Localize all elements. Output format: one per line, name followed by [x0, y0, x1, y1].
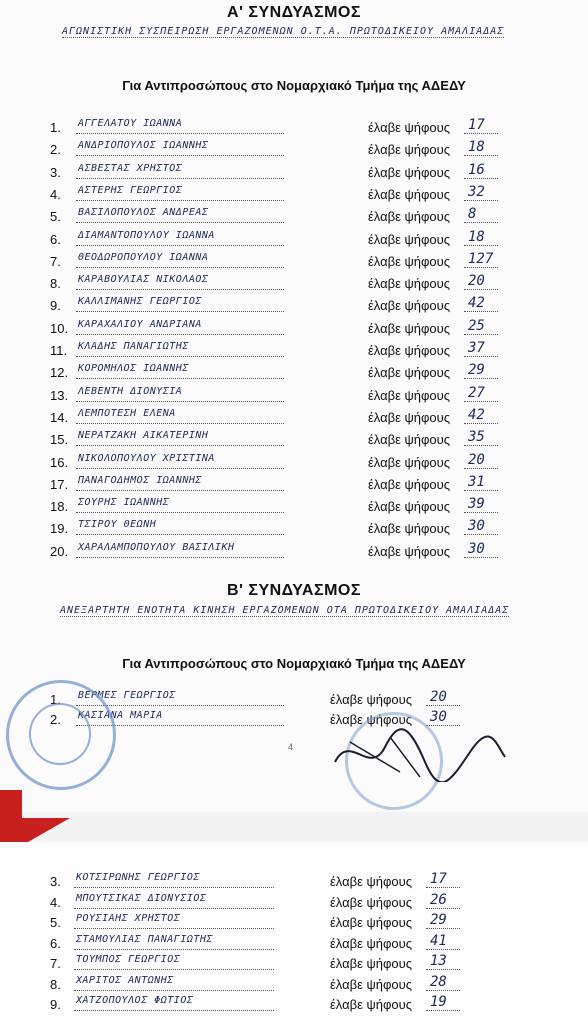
votes-count: 35 — [468, 429, 485, 446]
candidate-row — [50, 453, 570, 474]
candidate-row — [50, 995, 570, 1016]
candidate-name: ΣΟΥΡΗΣ ΙΩΑΝΝΗΣ — [78, 497, 170, 509]
votes-count: 8 — [468, 206, 477, 223]
candidate-row — [50, 230, 570, 251]
candidate-row — [50, 497, 570, 518]
candidate-number: 20. — [50, 543, 69, 559]
votes-label: έλαβε ψήφους — [368, 521, 451, 537]
votes-label: έλαβε ψήφους — [368, 276, 451, 292]
candidate-row — [50, 519, 570, 540]
document-page-2 — [0, 842, 588, 1024]
candidate-row — [50, 872, 570, 893]
votes-count: 20 — [468, 273, 485, 290]
candidate-number: 9. — [50, 997, 61, 1012]
candidate-number: 6. — [50, 231, 61, 247]
candidate-name: ΔΙΑΜΑΝΤΟΠΟΥΛΟΥ ΙΩΑΝΝΑ — [78, 229, 215, 241]
candidate-number: 15. — [50, 432, 69, 448]
section-a-subtitle: Για Αντιπροσώπους στο Νομαρχιακό Τμήμα της ΑΔΕΔΥ — [122, 78, 466, 93]
votes-label: έλαβε ψήφους — [368, 432, 451, 448]
candidate-number: 3. — [50, 874, 61, 889]
candidate-number: 4. — [50, 186, 61, 202]
votes-label: έλαβε ψήφους — [330, 874, 413, 889]
candidate-row — [50, 386, 570, 407]
candidate-row — [50, 893, 570, 914]
candidate-name: ΑΣΤΕΡΗΣ ΓΕΩΡΓΙΟΣ — [78, 184, 183, 196]
candidate-number: 2. — [50, 712, 61, 727]
candidate-number: 9. — [50, 298, 61, 314]
votes-count: 30 — [468, 518, 485, 535]
votes-count: 42 — [468, 406, 485, 423]
section-b-title: Β' ΣΥΝΔΥΑΣΜΟΣ — [227, 582, 361, 599]
votes-label: έλαβε ψήφους — [330, 956, 413, 971]
candidate-name: ΚΑΡΑΧΑΛΙΟΥ ΑΝΔΡΙΑΝΑ — [78, 318, 202, 330]
section-a-title: Α' ΣΥΝΔΥΑΣΜΟΣ — [227, 4, 361, 21]
candidate-number: 19. — [50, 521, 69, 537]
votes-count: 39 — [468, 496, 485, 513]
candidate-name: ΛΕΜΠΟΤΕΣΗ ΕΛΕΝΑ — [78, 407, 176, 419]
candidate-name: ΚΟΤΣΙΡΩΝΗΣ ΓΕΩΡΓΙΟΣ — [76, 872, 200, 883]
votes-count: 42 — [468, 295, 485, 312]
votes-count: 29 — [468, 362, 485, 379]
candidate-row — [50, 363, 570, 384]
votes-label: έλαβε ψήφους — [330, 935, 413, 951]
candidate-name: ΚΑΣΙΑΝΑ ΜΑΡΙΑ — [78, 710, 163, 721]
candidate-row — [50, 475, 570, 496]
votes-label: έλαβε ψήφους — [368, 120, 451, 135]
handwritten-signature — [330, 722, 510, 782]
votes-count: 17 — [468, 117, 485, 133]
candidate-name: ΠΑΝΑΓΟΔΗΜΟΣ ΙΩΑΝΝΗΣ — [78, 474, 202, 486]
candidate-name: ΧΑΤΖΟΠΟΥΛΟΣ ΦΩΤΙΟΣ — [76, 995, 194, 1006]
candidate-name: ΤΣΙΡΟΥ ΘΕΩΝΗ — [78, 519, 157, 531]
votes-count: 26 — [430, 891, 447, 908]
candidate-row — [50, 542, 570, 563]
candidate-name: ΣΤΑΜΟΥΛΙΑΣ ΠΑΝΑΓΙΩΤΗΣ — [76, 933, 213, 945]
candidate-number: 10. — [50, 320, 69, 336]
candidate-name: ΑΣΒΕΣΤΑΣ ΧΡΗΣΤΟΣ — [78, 162, 183, 174]
candidate-number: 8. — [50, 276, 61, 292]
page-number: 4 — [288, 742, 294, 752]
candidate-name: ΚΟΡΟΜΗΛΟΣ ΙΩΑΝΝΗΣ — [78, 363, 189, 375]
candidate-name: ΧΑΡΙΤΟΣ ΑΝΤΩΝΗΣ — [76, 974, 174, 986]
votes-label: έλαβε ψήφους — [330, 976, 413, 992]
candidate-row — [50, 934, 570, 955]
candidate-name: ΝΙΚΟΛΟΠΟΥΛΟΥ ΧΡΙΣΤΙΝΑ — [78, 452, 215, 464]
votes-label: έλαβε ψήφους — [368, 343, 451, 358]
votes-label: έλαβε ψήφους — [368, 186, 451, 202]
votes-label: έλαβε ψήφους — [368, 164, 451, 180]
candidate-number: 7. — [50, 956, 61, 971]
votes-count: 27 — [468, 384, 485, 401]
candidate-number: 11. — [50, 343, 68, 358]
official-stamp-left — [6, 680, 116, 790]
votes-label: έλαβε ψήφους — [330, 915, 413, 930]
candidate-number: 16. — [50, 454, 69, 470]
votes-count: 30 — [430, 709, 447, 725]
candidate-row — [50, 185, 570, 206]
votes-label: έλαβε ψήφους — [330, 997, 413, 1012]
candidate-number: 18. — [50, 499, 69, 515]
votes-count: 16 — [468, 161, 485, 178]
votes-label: έλαβε ψήφους — [368, 142, 451, 158]
candidate-number: 3. — [50, 164, 61, 180]
candidate-row — [50, 296, 570, 317]
votes-label: έλαβε ψήφους — [368, 543, 451, 559]
votes-label: έλαβε ψήφους — [368, 209, 451, 225]
votes-label: έλαβε ψήφους — [368, 320, 451, 336]
candidate-name: ΒΕΡΜΕΣ ΓΕΩΡΓΙΟΣ — [78, 690, 176, 701]
votes-count: 41 — [430, 932, 447, 949]
candidate-row — [50, 690, 570, 711]
votes-label: έλαβε ψήφους — [368, 298, 451, 314]
candidate-number: 5. — [50, 209, 61, 225]
votes-count: 32 — [468, 183, 485, 200]
candidate-name: ΜΠΟΥΤΣΙΚΑΣ ΔΙΟΝΥΣΙΟΣ — [76, 892, 207, 904]
candidate-name: ΚΑΡΑΒΟΥΛΙΑΣ ΝΙΚΟΛΑΟΣ — [78, 274, 209, 286]
candidate-number: 1. — [50, 120, 61, 135]
candidate-number: 4. — [50, 894, 61, 910]
candidate-number: 12. — [50, 365, 69, 381]
candidate-row — [50, 118, 570, 139]
candidate-number: 6. — [50, 935, 61, 951]
candidate-row — [50, 274, 570, 295]
votes-count: 20 — [468, 451, 485, 468]
candidate-name: ΧΑΡΑΛΑΜΠΟΠΟΥΛΟΥ ΒΑΣΙΛΙΚΗ — [78, 541, 235, 553]
votes-count: 30 — [468, 540, 485, 557]
votes-count: 25 — [468, 317, 485, 334]
candidate-number: 8. — [50, 976, 61, 992]
candidate-number: 5. — [50, 915, 61, 930]
candidate-name: ΘΕΟΔΩΡΟΠΟΥΛΟΥ ΙΩΑΝΝΑ — [78, 251, 209, 263]
candidate-name: ΚΛΑΔΗΣ ΠΑΝΑΓΙΩΤΗΣ — [78, 341, 189, 352]
candidate-row — [50, 430, 570, 451]
votes-count: 18 — [468, 139, 485, 156]
votes-label: έλαβε ψήφους — [368, 409, 451, 425]
candidate-row — [50, 207, 570, 228]
votes-count: 37 — [468, 340, 485, 356]
votes-label: έλαβε ψήφους — [368, 499, 451, 515]
candidate-number: 14. — [50, 409, 69, 425]
candidate-number: 1. — [50, 692, 61, 707]
votes-count: 17 — [430, 871, 447, 887]
candidate-row — [50, 252, 570, 273]
votes-label: έλαβε ψήφους — [368, 253, 451, 269]
candidate-name: ΑΝΔΡΙΟΠΟΥΛΟΣ ΙΩΑΝΝΗΣ — [78, 140, 209, 152]
votes-count: 31 — [468, 473, 485, 490]
votes-count: 18 — [468, 228, 485, 245]
candidate-row — [50, 975, 570, 996]
votes-label: έλαβε ψήφους — [368, 476, 451, 492]
votes-label: έλαβε ψήφους — [330, 712, 413, 727]
candidate-number: 13. — [50, 387, 69, 403]
candidate-row — [50, 408, 570, 429]
votes-label: έλαβε ψήφους — [368, 231, 451, 247]
votes-label: έλαβε ψήφους — [330, 692, 413, 707]
candidate-name: ΚΑΛΛΙΜΑΝΗΣ ΓΕΩΡΓΙΟΣ — [78, 296, 202, 308]
candidate-number: 17. — [50, 476, 69, 492]
candidate-number: 7. — [50, 253, 61, 269]
section-b-party-name: ΑΝΕΞΑΡΤΗΤΗ ΕΝΟΤΗΤΑ ΚΙΝΗΣΗ ΕΡΓΑΖΟΜΕΝΩΝ ΟΤΑ ΠΡΩΤΟΔΙΚΕΙΟΥ ΑΜΑΛΙΑΔΑΣ — [60, 605, 510, 616]
candidate-row — [50, 341, 570, 362]
votes-label: έλαβε ψήφους — [330, 894, 413, 910]
votes-count: 127 — [468, 250, 494, 267]
candidate-name: ΝΕΡΑΤΖΑΚΗ ΑΙΚΑΤΕΡΙΝΗ — [78, 430, 209, 442]
candidate-row — [50, 163, 570, 184]
votes-count: 29 — [430, 912, 447, 928]
section-a-party-name: ΑΓΩΝΙΣΤΙΚΗ ΣΥΣΠΕΙΡΩΣΗ ΕΡΓΑΖΟΜΕΝΩΝ Ο.Τ.Α. ΠΡΩΤΟΔΙΚΕΙΟΥ ΑΜΑΛΙΑΔΑΣ — [62, 26, 505, 37]
candidate-name: ΤΟΥΜΠΟΣ ΓΕΩΡΓΙΟΣ — [76, 954, 181, 965]
votes-label: έλαβε ψήφους — [368, 454, 451, 470]
candidate-row — [50, 319, 570, 340]
votes-count: 28 — [430, 973, 447, 990]
candidate-name: ΛΕΒΕΝΤΗ ΔΙΟΝΥΣΙΑ — [78, 385, 183, 397]
votes-count: 13 — [430, 953, 447, 969]
page-gap — [0, 812, 588, 842]
candidate-number: 2. — [50, 142, 61, 158]
votes-label: έλαβε ψήφους — [368, 365, 451, 381]
votes-count: 19 — [430, 994, 447, 1010]
candidate-name: ΡΟΥΣΙΑΗΣ ΧΡΗΣΤΟΣ — [76, 913, 181, 924]
candidate-row — [50, 954, 570, 975]
votes-label: έλαβε ψήφους — [368, 387, 451, 403]
section-b-subtitle: Για Αντιπροσώπους στο Νομαρχιακό Τμήμα της ΑΔΕΔΥ — [122, 656, 466, 671]
votes-count: 20 — [430, 689, 447, 705]
red-background-left — [0, 790, 22, 820]
candidate-row — [50, 140, 570, 161]
candidate-name: ΑΓΓΕΛΑΤΟΥ ΙΩΑΝΝΑ — [78, 118, 183, 129]
candidate-name: ΒΑΣΙΛΟΠΟΥΛΟΣ ΑΝΔΡΕΑΣ — [78, 207, 209, 219]
candidate-row — [50, 913, 570, 934]
